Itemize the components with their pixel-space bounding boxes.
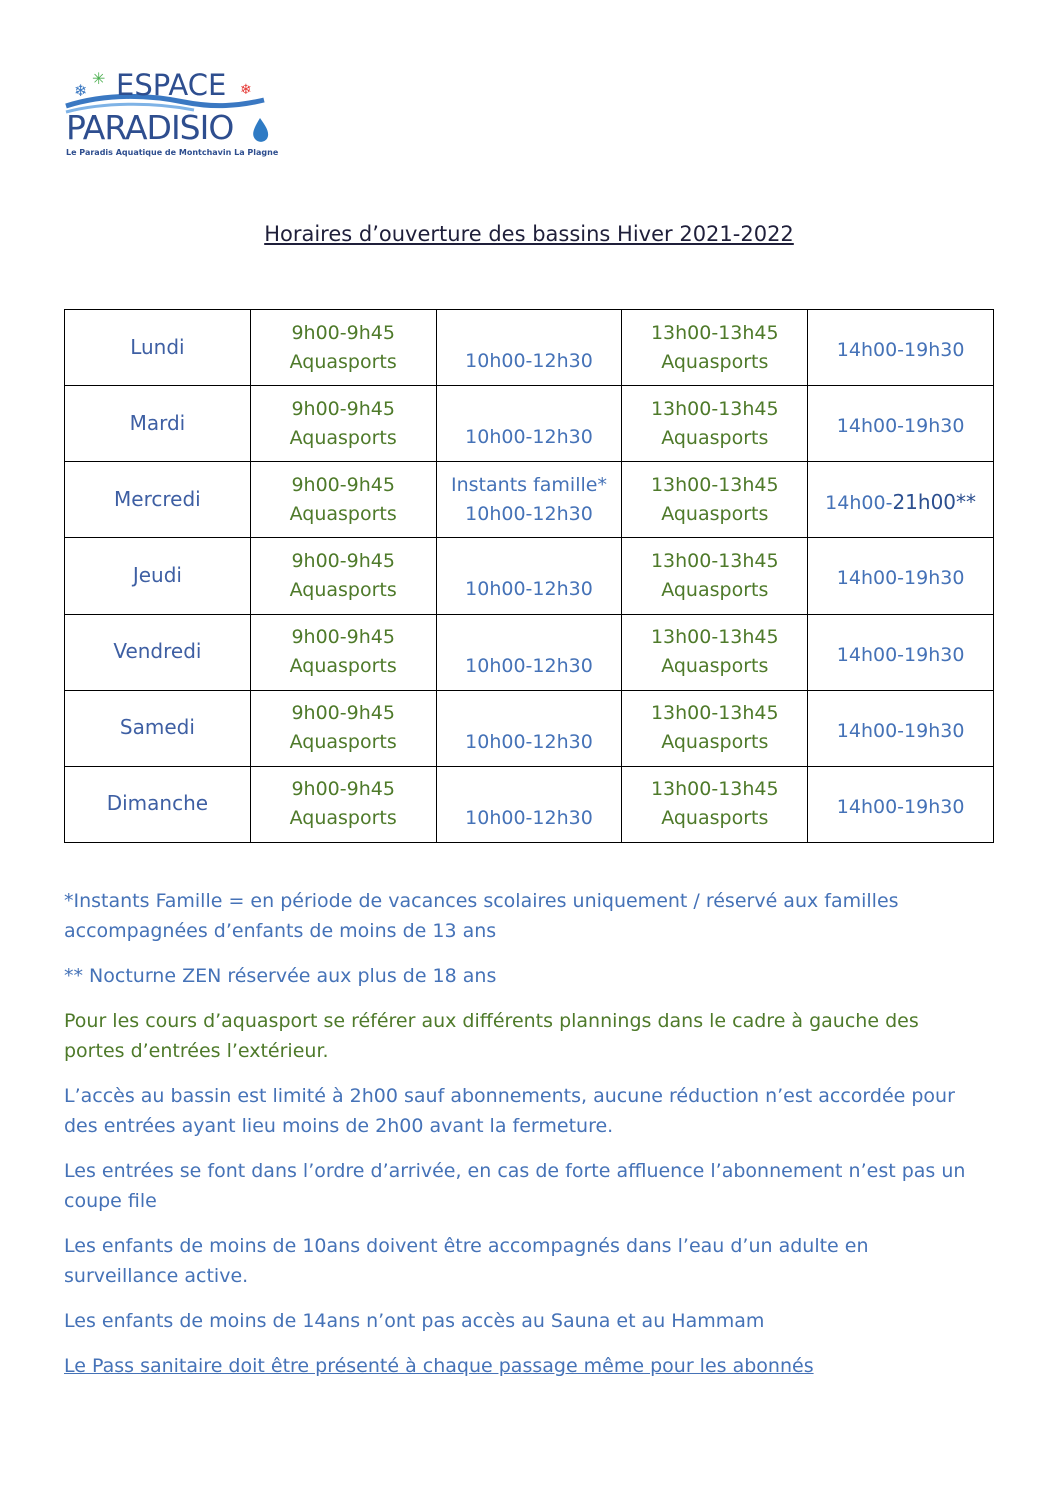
morning-aquasport-label: Aquasports [289, 731, 397, 754]
svg-text:❄: ❄ [240, 82, 252, 98]
afternoon-aquasport-cell [622, 614, 808, 690]
morning-aquasport-label: Aquasports [289, 578, 397, 601]
morning-aquasport-label: Aquasports [289, 502, 397, 525]
page-title: Horaires d’ouverture des bassins Hiver 2021-2022 [264, 222, 794, 246]
morning-aquasport-cell [250, 462, 436, 538]
svg-text:❄: ❄ [74, 81, 88, 100]
morning-swim-time: 10h00-12h30 [465, 502, 593, 525]
day-cell [65, 766, 251, 842]
afternoon-swim-time: 14h00-19h30 [836, 795, 965, 818]
afternoon-aquasport-cell [622, 386, 808, 462]
logo-bottom-text: PARADISIO [66, 108, 234, 147]
afternoon-aquasport-time: 13h00-13h45 [650, 473, 779, 496]
morning-aquasport-cell [250, 690, 436, 766]
morning-swim-time: 10h00-12h30 [465, 426, 593, 449]
afternoon-aquasport-time: 13h00-13h45 [650, 702, 779, 725]
afternoon-swim-time: 14h00-19h30 [836, 643, 965, 666]
morning-aquasport-time: 9h00-9h45 [291, 626, 395, 649]
morning-aquasport-label: Aquasports [289, 426, 397, 449]
schedule-row [65, 538, 994, 614]
morning-aquasport-label: Aquasports [289, 655, 397, 678]
morning-aquasport-label: Aquasports [289, 807, 397, 830]
note-entry-order: Les entrées se font dans l’ordre d’arrivée, en cas de forte affluence l’abonnement n’est pas un coupe file [64, 1160, 966, 1212]
espace-paradisio-logo [64, 66, 278, 162]
morning-aquasport-time: 9h00-9h45 [291, 778, 395, 801]
afternoon-swim-cell [808, 538, 994, 614]
schedule-row [65, 766, 994, 842]
afternoon-swim-cell [808, 386, 994, 462]
morning-swim-time: 10h00-12h30 [465, 350, 593, 373]
morning-swim-cell [436, 462, 622, 538]
afternoon-aquasport-label: Aquasports [661, 502, 769, 525]
morning-aquasport-time: 9h00-9h45 [291, 321, 395, 344]
afternoon-swim-cell [808, 766, 994, 842]
afternoon-aquasport-label: Aquasports [661, 655, 769, 678]
svg-text:✳: ✳ [92, 69, 106, 88]
afternoon-swim-time: 14h00-19h30 [836, 719, 965, 742]
afternoon-swim-cell [808, 310, 994, 386]
day-label: Jeudi [132, 562, 182, 587]
morning-swim-cell [436, 386, 622, 462]
day-cell [65, 310, 251, 386]
note-nocturne-zen: ** Nocturne ZEN réservée aux plus de 18 ans [64, 965, 497, 987]
afternoon-aquasport-label: Aquasports [661, 731, 769, 754]
schedule-table [64, 309, 994, 843]
morning-swim-time: 10h00-12h30 [465, 730, 593, 753]
schedule-row [65, 386, 994, 462]
note-instants-famille: *Instants Famille = en période de vacances scolaires uniquement / réservé aux familles accompagnées d’enfants de moins de 13 ans [64, 890, 899, 942]
afternoon-aquasport-label: Aquasports [661, 350, 769, 373]
note-children-14: Les enfants de moins de 14ans n’ont pas accès au Sauna et au Hammam [64, 1310, 765, 1332]
afternoon-aquasport-label: Aquasports [661, 578, 769, 601]
morning-aquasport-time: 9h00-9h45 [291, 473, 395, 496]
family-slot-label: Instants famille* [451, 473, 607, 496]
note-aquasport: Pour les cours d’aquasport se référer aux différents plannings dans le cadre à gauche des portes d’entrées l’extérieur. [64, 1010, 919, 1062]
afternoon-swim-time: 14h00-19h30 [836, 339, 965, 362]
note-children-10: Les enfants de moins de 10ans doivent être accompagnés dans l’eau d’un adulte en surveillance active. [64, 1235, 869, 1287]
morning-swim-cell [436, 690, 622, 766]
morning-aquasport-time: 9h00-9h45 [291, 549, 395, 572]
afternoon-aquasport-label: Aquasports [661, 807, 769, 830]
afternoon-aquasport-time: 13h00-13h45 [650, 549, 779, 572]
day-label: Mercredi [114, 486, 201, 511]
schedule-row [65, 614, 994, 690]
morning-swim-time: 10h00-12h30 [465, 654, 593, 677]
afternoon-aquasport-cell [622, 766, 808, 842]
day-cell [65, 386, 251, 462]
day-label: Vendredi [113, 639, 202, 664]
afternoon-aquasport-cell [622, 690, 808, 766]
logo-top-text: ESPACE [116, 68, 227, 102]
morning-swim-time: 10h00-12h30 [465, 806, 593, 829]
morning-aquasport-cell [250, 538, 436, 614]
morning-swim-cell [436, 310, 622, 386]
afternoon-aquasport-cell [622, 462, 808, 538]
morning-aquasport-time: 9h00-9h45 [291, 397, 395, 420]
afternoon-aquasport-cell [622, 538, 808, 614]
day-label: Samedi [119, 715, 195, 740]
day-label: Dimanche [106, 791, 209, 816]
afternoon-aquasport-cell [622, 310, 808, 386]
day-label: Mardi [129, 410, 186, 435]
afternoon-aquasport-label: Aquasports [661, 426, 769, 449]
afternoon-swim-cell [808, 690, 994, 766]
morning-aquasport-cell [250, 310, 436, 386]
day-cell [65, 690, 251, 766]
morning-aquasport-cell [250, 386, 436, 462]
schedule-row [65, 310, 994, 386]
schedule-row [65, 690, 994, 766]
afternoon-swim-time: 14h00-19h30 [836, 415, 965, 438]
nocturne-end-time: 21h00** [892, 489, 977, 514]
afternoon-aquasport-time: 13h00-13h45 [650, 778, 779, 801]
note-pass-sanitaire-link[interactable]: Le Pass sanitaire doit être présenté à chaque passage même pour les abonnés [64, 1355, 814, 1377]
schedule-row [65, 462, 994, 538]
afternoon-aquasport-time: 13h00-13h45 [650, 626, 779, 649]
afternoon-aquasport-time: 13h00-13h45 [650, 397, 779, 420]
afternoon-aquasport-time: 13h00-13h45 [650, 321, 779, 344]
morning-aquasport-cell [250, 614, 436, 690]
day-cell [65, 538, 251, 614]
logo-tagline: Le Paradis Aquatique de Montchavin La Plagne [66, 148, 279, 157]
day-label: Lundi [130, 334, 185, 359]
morning-swim-cell [436, 614, 622, 690]
note-access-limit: L’accès au bassin est limité à 2h00 sauf abonnements, aucune réduction n’est accordée pour des entrées ayant lieu moins de 2h00 avant la fermeture. [64, 1085, 955, 1137]
day-cell [65, 462, 251, 538]
morning-aquasport-cell [250, 766, 436, 842]
morning-aquasport-label: Aquasports [289, 350, 397, 373]
afternoon-swim-time: 14h00-19h30 [836, 567, 965, 590]
afternoon-swim-cell [808, 462, 994, 538]
morning-swim-time: 10h00-12h30 [465, 578, 593, 601]
morning-swim-cell [436, 538, 622, 614]
morning-swim-cell [436, 766, 622, 842]
afternoon-swim-cell [808, 614, 994, 690]
afternoon-swim-time: 14h00- [825, 491, 893, 514]
day-cell [65, 614, 251, 690]
morning-aquasport-time: 9h00-9h45 [291, 702, 395, 725]
notes-section [64, 886, 984, 1396]
